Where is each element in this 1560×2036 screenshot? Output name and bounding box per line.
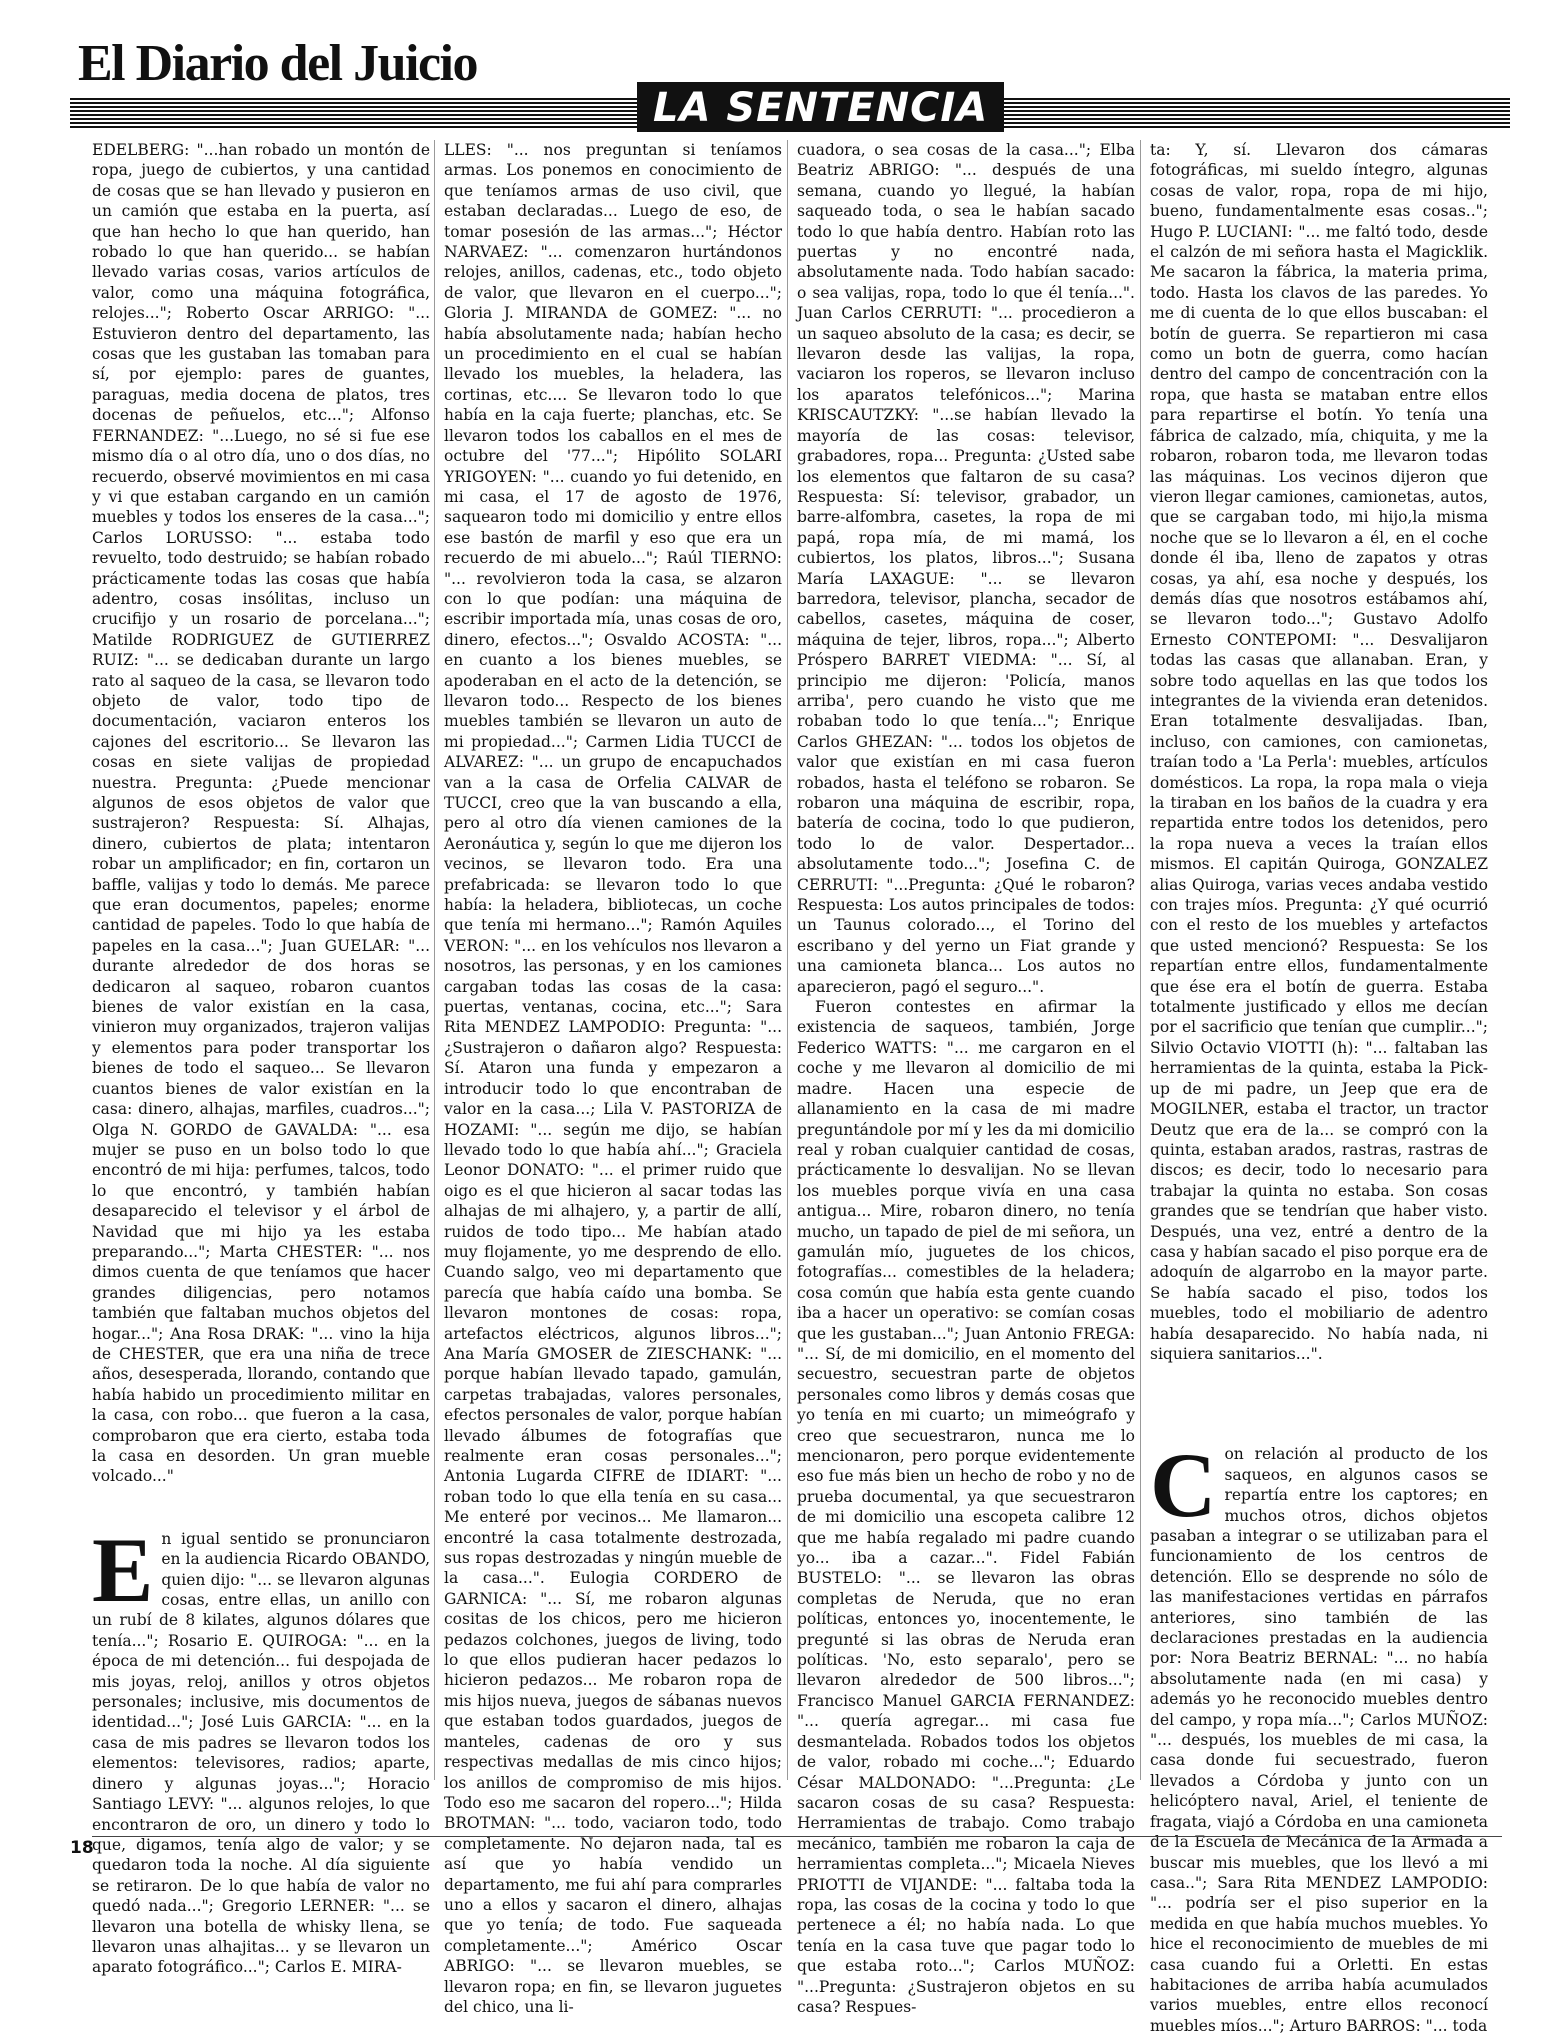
column-divider [1140, 140, 1141, 1780]
column-1-paragraph-1: EDELBERG: "...han robado un montón de ropa, juego de cubiertos, y una cantidad de cosas que se han llevado y pusieron en un camión que estaba en la puerta, así que han hecho lo que han querido, han robado lo que han querido... se habían llevado varias cosas, varios artículos de valor, como una máquina fotográfica, relojes..."; Roberto Oscar ARRIGO: "... Estuvieron dentro del departamento, las cosas que les gustaban las tomaban para sí, por ejemplo: pares de guantes, paraguas, media docena de platos, tres docenas de peñuelos, etc..."; Alfonso FERNANDEZ: "...Luego, no sé si fue ese mismo día o al otro día, uno o dos días, no recuerdo, observé movimientos en mi casa y vi que estaban cargando en un camión muebles y todos los enseres de la casa..."; Carlos LORUSSO: "... estaba todo revuelto, todo destruido; se habían robado prácticamente todas las cosas que había adentro, cosas insólitas, incluso un crucifijo y un rosario de porcelana..."; Matilde RODRIGUEZ de GUTIERREZ RUIZ: "... se dedicaban durante un largo rato al saqueo de la casa, se llevaron todo objeto de valor, todo tipo de documentación, vaciaron enteros los cajones del escritorio... Se llevaron las cosas en siete valijas de propiedad nuestra. Pregunta: ¿Puede mencionar algunos de esos objetos de valor que sustrajeron? Respuesta: Sí. Alhajas, dinero, cubiertos de plata; intentaron robar un amplificador; en fin, cortaron un baffle, valijas y todo lo demás. Me parece que eran documentos, papeles; enorme cantidad de papeles. Todo lo que había de papeles en la casa..."; Juan GUELAR: "... durante alrededor de dos horas se dedicaron al saqueo, robaron cuantos bienes de valor existían en la casa, vinieron muy organizados, trajeron valijas y elementos para poder transportar los bienes de todo el saqueo... Se llevaron cuantos bienes de valor existían en la casa: dinero, alhajas, marfiles, cuadros..."; Olga N. GORDO de GAVALDA: "... esa mujer se puso en un bolso todo lo que encontró de mi hija: perfumes, talcos, todo lo que encontró, y también habían desaparecido el televisor y el árbol de Navidad que mi hijo ya les estaba preparando..."; Marta CHESTER: "... nos dimos cuenta de que teníamos que hacer grandes diligencias, pero notamos también que faltaban muchos objetos del hogar..."; Ana Rosa DRAK: "... vino la hija de CHESTER, que era una niña de trece años, desesperada, llorando, contando que había habido un procedimiento militar en la casa, con robo... que fueron a la casa, comprobaron que era cierto, estaba toda la casa en desorden. Un gran mueble volcado..." [92, 141, 430, 1486]
text-column-4 [1150, 140, 1488, 2035]
paragraph-spacer [1150, 1364, 1488, 1444]
column-2-paragraph-1: LLES: "... nos preguntan si teníamos armas. Los ponemos en conocimiento de que teníamos armas de uso civil, que estaban declaradas... Luego de eso, de tomar posesión de las armas..."; Héctor NARVAEZ: "... comenzaron hurtándonos relojes, anillos, cadenas, etc., todo objeto de valor, que llevaron en el cuerpo..."; Gloria J. MIRANDA de GOMEZ: "... no había absolutamente nada; habían hecho un procedimiento en el cual se habían llevado los muebles, la heladera, las cortinas, etc.... Se llevaron todo lo que había en la caja fuerte; planchas, etc. Se llevaron todos los caballos en el mes de octubre del '77..."; Hipólito SOLARI YRIGOYEN: "... cuando yo fui detenido, en mi casa, el 17 de agosto de 1976, saquearon todo mi domicilio y entre ellos ese bastón de marfil y eso que era un recuerdo de mi abuelo..."; Raúl TIERNO: "... revolvieron toda la casa, se alzaron con lo que podían: una máquina de escribir importada mía, unas cosas de oro, dinero, efectos..."; Osvaldo ACOSTA: "... en cuanto a los bienes muebles, se apoderaban en el acto de la detención, se llevaron todo... Respecto de los bienes muebles también se llevaron un auto de mi propiedad..."; Carmen Lidia TUCCI de ALVAREZ: "... un grupo de encapuchados van a la casa de Orfelia CALVAR de TUCCI, creo que la van buscando a ella, pero al otro día vienen camiones de la Aeronáutica y, según lo que me dijeron los vecinos, se llevaron todo. Era una prefabricada: se llevaron todo lo que había: la heladera, bibliotecas, un coche que tenía mi hermano..."; Ramón Aquiles VERON: "... en los vehículos nos llevaron a nosotros, las personas, y en los camiones cargaban todas las cosas de la casa: puertas, ventanas, cocina, etc..."; Sara Rita MENDEZ LAMPODIO: Pregunta: "...¿Sustrajeron o dañaron algo? Respuesta: Sí. Ataron una funda y empezaron a introducir todo lo que encontraban de valor en la casa...; Lila V. PASTORIZA de HOZAMI: "... según me dijo, se habían llevado todo lo que había ahí..."; Graciela Leonor DONATO: "... el primer ruido que oigo es el que hicieron al sacar todas las alhajas de mi alhajero, y, a partir de allí, ruidos de todo tipo... Me habían atado muy flojamente, yo me desprendo de ello. Cuando salgo, veo mi departamento que parecía que había caído una bomba. Se llevaron montones de cosas: ropa, artefactos eléctricos, algunos libros..."; Ana María GMOSER de ZIESCHANK: "... porque habían llevado tapado, gamulán, carpetas trabajadas, valores personales, efectos personales de valor, porque habían llevado álbumes de fotografías que realmente eran cosas personales..."; Antonia Lugarda CIFRE de IDIART: "... roban todo lo que ella tenía en su casa... Me enteré por vecinos... Me llamaron... encontré la casa totalmente destrozada, sus ropas destrozadas y ningún mueble de la casa...". Eulogia CORDERO de GARNICA: "... Sí, me robaron algunas cositas de los chicos, pero me hicieron pedazos colchones, juegos de living, todo lo que ellos pudieran hacer pedazos lo hicieron pedazos... Me robaron ropa de mis hijos nueva, juegos de sábanas nuevos que estaban todos guardados, juegos de manteles, cadenas de oro y sus respectivas medallas de mis cinco hijos; los anillos de compromiso de mis hijos. Todo eso me sacaron del ropero..."; Hilda BROTMAN: "... todo, vaciaron todo, todo completamente. No dejaron nada, tal es así que yo había vendido un departamento, me fui ahí para comprarles uno a ellos y sacaron el dinero, alhajas que yo tenía; de todo. Fue saqueada completamente..."; Américo Oscar ABRIGO: "... se llevaron muebles, se llevaron ropa; en fin, se llevaron juguetes del chico, una li- [444, 141, 782, 2016]
text-column-2 [444, 140, 782, 2016]
text-column-1 [92, 140, 430, 1977]
drop-cap: E [92, 1518, 154, 1621]
column-divider [787, 140, 788, 1780]
page-number: 18 [70, 1838, 94, 1858]
column-4-paragraph-1: ta: Y, sí. Llevaron dos cámaras fotográficas, mi sueldo íntegro, algunas cosas de valor, ropa, ropa de mi hijo, bueno, fundamentalmente esas cosas.."; Hugo P. LUCIANI: "... me faltó todo, desde el calzón de mi señora hasta el Magicklik. Me sacaron la fábrica, la materia prima, todo. Hasta los clavos de las paredes. Yo me di cuenta de lo que ellos buscaban: el botín de guerra. Se repartieron mi casa como un botn de guerra, como hacían dentro del campo de concentración con la ropa, que hasta se mataban entre ellos para repartirse el botín. Yo tenía una fábrica de calzado, mía, chiquita, y me la robaron, robaron toda, me llevaron todas las máquinas. Los vecinos dijeron que vieron llegar camiones, camionetas, autos, que se cargaban todo, mi hijo,la misma noche que se lo llevaron a él, en el coche donde él iba, lleno de zapatos y otras cosas, ya ahí, esa noche y después, los demás días que nosotros estábamos ahí, se llevaron todo..."; Gustavo Adolfo Ernesto CONTEPOMI: "... Desvalijaron todas las casas que allanaban. Eran, y sobre todo aquellas en las que todos los integrantes de la vivienda eran detenidos. Eran totalmente desvalijadas. Iban, incluso, con camiones, con camionetas, traían todo a 'La Perla': muebles, artículos domésticos. La ropa, la ropa mala o vieja la tiraban en los baños de la cuadra y era repartida entre todos los detenidos, pero la ropa nueva a veces la traían ellos mismos. El capitán Quiroga, GONZALEZ alias Quiroga, varias veces andaba vestido con trajes míos. Pregunta: ¿Y qué ocurrió con el resto de los muebles y artefactos que usted mencionó? Respuesta: Se los repartían entre ellos, fundamentalmente que ése era el botín de guerra. Estaba totalmente justificado y ellos me decían por el sacrificio que tenían que cumplir..."; Silvio Octavio VIOTTI (h): "... faltaban las herramientas de la quinta, estaba la Pick-up de mi padre, un Jeep que era de MOGILNER, estaba el tractor, un tractor Deutz que era de la... se compró con la quinta, estaban arados, rastras, rastras de discos; es decir, todo lo necesario para trabajar la quinta no estaba. Son cosas grandes que se tendrían que haber visto. Después, una vez, entré a dentro de la casa y habían sacado el piso porque era de adoquín de algarrobo en la mayor parte. Se había sacado el piso, todos los muebles, todo el mobiliario de adentro había desaparecido. No había nada, ni siquiera sanitarios...". [1150, 141, 1488, 1363]
column-1-paragraph-2-text: n igual sentido se pronunciaron en la audiencia Ricardo OBANDO, quien dijo: "... se llevaron algunas cosas, entre ellas, un anillo con un rubí de 8 kilates, algunos dólares que tenía..."; Rosario E. QUIROGA: "... en la época de mi detención... fui despojada de mis joyas, reloj, anillos y otros objetos personales; inclusive, mis documentos de identidad..."; José Luis GARCIA: "... en la casa de mis padres se llevaron todos los elementos: televisores, radios; aparte, dinero y algunas joyas..."; Horacio Santiago LEVY: "... algunos relojes, lo que encontraron de oro, un dinero y todo lo que, digamos, tenía algo de valor; y se quedaron toda la noche. Al día siguiente se retiraron. De lo que había de valor no quedó nada..."; Gregorio LERNER: "... se llevaron una botella de whisky llena, se llevaron unas alhajitas... y se llevaron un aparato fotográfico..."; Carlos E. MIRA- [92, 1529, 430, 1977]
text-column-3 [797, 140, 1135, 2016]
section-label: LA SENTENCIA [637, 82, 1004, 132]
column-4-paragraph-2 [1150, 1434, 1488, 2036]
column-3-paragraph-2: Fueron contestes en afirmar la existencia de saqueos, también, Jorge Federico WATTS: "... me cargaron en el coche y me llevaron al domicilio de mi madre. Hacen una especie de allanamiento en la casa de mi madre preguntándole por mí y les da mi domicilio real y roban cualquier cantidad de cosas, prácticamente lo desvalijan. No se llevan los muebles porque vivía en una casa antigua... Mire, robaron dinero, no tenía mucho, un tapado de piel de mi señora, un gamulán mío, juguetes de los chicos, fotografías... comestibles de la heladera; cosa común que había esta gente cuando iba a hacer un operativo: se comían cosas que les gustaban..."; Juan Antonio FREGA: "... Sí, de mi domicilio, en el momento del secuestro, secuestran parte de objetos personales como libros y demás cosas que yo tenía en mi cuarto; un mimeógrafo y creo que secuestraron, nunca me lo mencionaron, pero porque evidentemente eso fue más bien un hecho de robo y no de prueba documental, ya que secuestraron de mi domicilio una escopeta calibre 12 que me había regalado mi padre cuando yo... iba a cazar...". Fidel Fabián BUSTELO: "... se llevaron las obras completas de Neruda, que no eran políticas, entonces yo, inocentemente, le pregunté si las obras de Neruda eran políticas. 'No, esto separalo', pero se llevaron alrededor de 500 libros..."; Francisco Manuel GARCIA FERNANDEZ: "... quería agregar... mi casa fue desmantelada. Robados todos los objetos de valor, robado mi coche..."; Eduardo César MALDONADO: "...Pregunta: ¿Le sacaron cosas de su casa? Respuesta: Herramientas de trabajo. Como trabajo mecánico, también me robaron la caja de herramientas completa..."; Micaela Nieves PRIOTTI de VIJANDE: "... faltaba toda la ropa, las cosas de la cocina y todo lo que pertenece a él; no había nada. Lo que tenía en la casa tuve que pagar todo lo que estaba roto..."; Carlos MUÑOZ: "...Pregunta: ¿Sustrajeron objetos en su casa? Respues- [797, 998, 1135, 2016]
masthead-title: El Diario del Juicio [78, 35, 477, 92]
footer-rule [92, 1836, 1502, 1837]
column-3-paragraph-1: cuadora, o sea cosas de la casa..."; Elba Beatriz ABRIGO: "... después de una semana, cuando yo llegué, la habían saqueado toda, o sea le habían sacado todo lo que había dentro. Habían roto las puertas y no encontré nada, absolutamente nada. Todo habían sacado: o sea valijas, ropa, todo lo que él tenía...". Juan Carlos CERRUTI: "... procedieron a un saqueo absoluto de la casa; es decir, se llevaron desde las valijas, la ropa, vaciaron los roperos, se llevaron incluso los aparatos telefónicos..."; Marina KRISCAUTZKY: "...se habían llevado la mayoría de las cosas: televisor, grabadores, ropa... Pregunta: ¿Usted sabe los elementos que faltaron de su casa? Respuesta: Sí: televisor, grabador, un barre-alfombra, casetes, la ropa de mi papá, ropa mía, de mi mamá, los cubiertos, los platos, libros..."; Susana María LAXAGUE: "... se llevaron barredora, televisor, plancha, secador de cabellos, casetes, máquina de coser, máquina de tejer, libros, ropa..."; Alberto Próspero BARRET VIEDMA: "... Sí, al principio me dijeron: 'Policía, manos arriba', pero cuando he visto que me robaban todo lo que tenía..."; Enrique Carlos GHEZAN: "... todos los objetos de valor que existían en mi casa fueron robados, hasta el teléfono se robaron. Se robaron una máquina de escribir, ropa, batería de cocina, todo lo que pudieron, todo lo de valor. Despertador... absolutamente todo..."; Josefina C. de CERRUTI: "...Pregunta: ¿Qué le robaron? Respuesta: Los autos principales de todos: un Taunus colorado..., el Torino del escribano y del yerno un Fiat grande y una camioneta blanca... Los autos no aparecieron, pagó el seguro...". [797, 141, 1135, 996]
column-1-paragraph-2 [92, 1518, 430, 1978]
drop-cap: C [1150, 1434, 1217, 1537]
column-divider [434, 140, 435, 1780]
column-4-paragraph-2-text: on relación al producto de los saqueos, en algunos casos se repartía entre los captores; en muchos otros, dichos objetos pasaban a integrar o se utilizaban para el funcionamiento de los centros de detención. Ello se desprende no sólo de las manifestaciones vertidas en párrafos anteriores, sino también de las declaraciones prestadas en la audiencia por: Nora Beatriz BERNAL: "... no había absolutamente nada (en mi casa) y además yo he reconocido muebles dentro del campo, y ropa mía..."; Carlos MUÑOZ: "... después, los muebles de mi casa, la casa donde fui secuestrado, fueron llevados a Córdoba y junto con un helicóptero naval, Ariel, el teniente de fragata, viajó a Córdoba en una camioneta de la Escuela de Mecánica de la Armada a buscar mis muebles, que los llevó a mi casa.."; Sara Rita MENDEZ LAMPODIO: "... podría ser el piso superior en la medida en que había muchos muebles. Yo hice el reconocimiento de muebles de mi casa cuando fui a Orletti. En estas habitaciones de arriba había acumulados varios muebles, entre ellos reconocí muebles míos..."; Arturo BARROS: "... toda [1150, 1445, 1488, 2035]
